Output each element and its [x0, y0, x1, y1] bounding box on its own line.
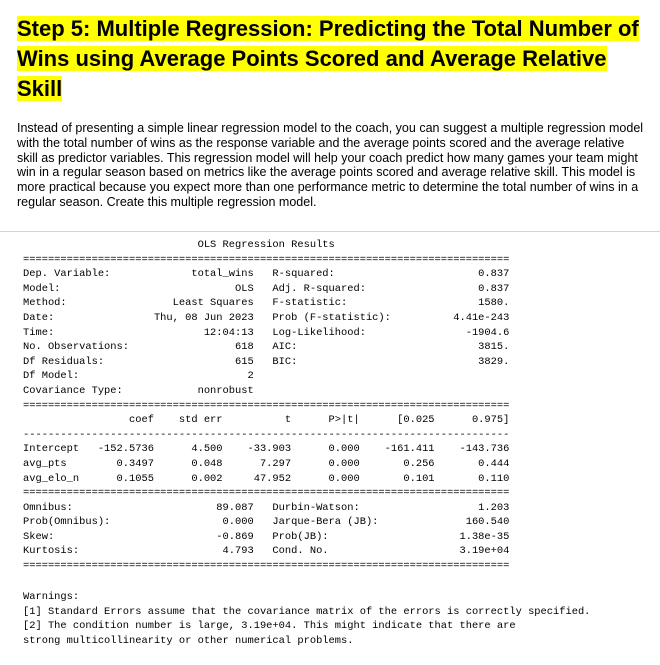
heading-line-3: Skill [17, 76, 63, 101]
ols-line: Prob(Omnibus): 0.000 Jarque-Bera (JB): 160.540 [23, 516, 510, 529]
ols-results-output [23, 238, 509, 574]
warnings-output [23, 590, 590, 648]
intro-paragraph: Instead of presenting a simple linear regression model to the coach, you can suggest a multiple regression model with the total number of wins as the response variable and the average points scored and the average relative skill as predictor variables. This regression model will help your coach predict how many games your team might win in a regular season based on metrics like the average points scored and average relative skill. This model is more practical because you expect more than one performance metric to determine the total number of wins in a regular season. Create this multiple regression model. [17, 121, 644, 209]
ols-line: No. Observations: 618 AIC: 3815. [23, 341, 510, 354]
ols-line: coef std err t P>|t| [0.025 0.975] [23, 414, 510, 427]
ols-line: Df Model: 2 [23, 370, 254, 383]
ols-line: Omnibus: 89.087 Durbin-Watson: 1.203 [23, 501, 510, 514]
ols-line: Model: OLS Adj. R-squared: 0.837 [23, 282, 510, 295]
ols-line: avg_pts 0.3497 0.048 7.297 0.000 0.256 0.444 [23, 457, 510, 470]
ols-line: ============================================================================== [23, 399, 510, 412]
ols-line: ============================================================================== [23, 253, 510, 266]
heading-line-2: Wins using Average Points Scored and Average Relative [17, 46, 607, 71]
warnings-line: [2] The condition number is large, 3.19e+04. This might indicate that there are [23, 620, 516, 633]
warnings-line: strong multicollinearity or other numerical problems. [23, 634, 354, 647]
ols-line: Time: 12:04:13 Log-Likelihood: -1904.6 [23, 326, 510, 339]
ols-line: Covariance Type: nonrobust [23, 384, 254, 397]
ols-line: Df Residuals: 615 BIC: 3829. [23, 355, 510, 368]
ols-title: OLS Regression Results [23, 239, 335, 251]
ols-line: Method: Least Squares F-statistic: 1580. [23, 297, 510, 310]
ols-line: Skew: -0.869 Prob(JB): 1.38e-35 [23, 530, 510, 543]
step-heading [17, 14, 647, 104]
warnings-line: [1] Standard Errors assume that the covariance matrix of the errors is correctly specified. [23, 605, 591, 618]
ols-line: ============================================================================== [23, 487, 510, 500]
ols-line: Intercept -152.5736 4.500 -33.903 0.000 -161.411 -143.736 [23, 443, 510, 456]
ols-line: Dep. Variable: total_wins R-squared: 0.837 [23, 268, 510, 281]
ols-line: Date: Thu, 08 Jun 2023 Prob (F-statistic): 4.41e-243 [23, 311, 510, 324]
cell-divider [0, 231, 660, 232]
ols-line: ------------------------------------------------------------------------------ [23, 428, 510, 441]
ols-line: ============================================================================== [23, 560, 510, 573]
ols-line: Kurtosis: 4.793 Cond. No. 3.19e+04 [23, 545, 510, 558]
heading-line-1: Step 5: Multiple Regression: Predicting the Total Number of [17, 16, 639, 41]
ols-line: avg_elo_n 0.1055 0.002 47.952 0.000 0.101 0.110 [23, 472, 510, 485]
warnings-line: Warnings: [23, 591, 80, 603]
